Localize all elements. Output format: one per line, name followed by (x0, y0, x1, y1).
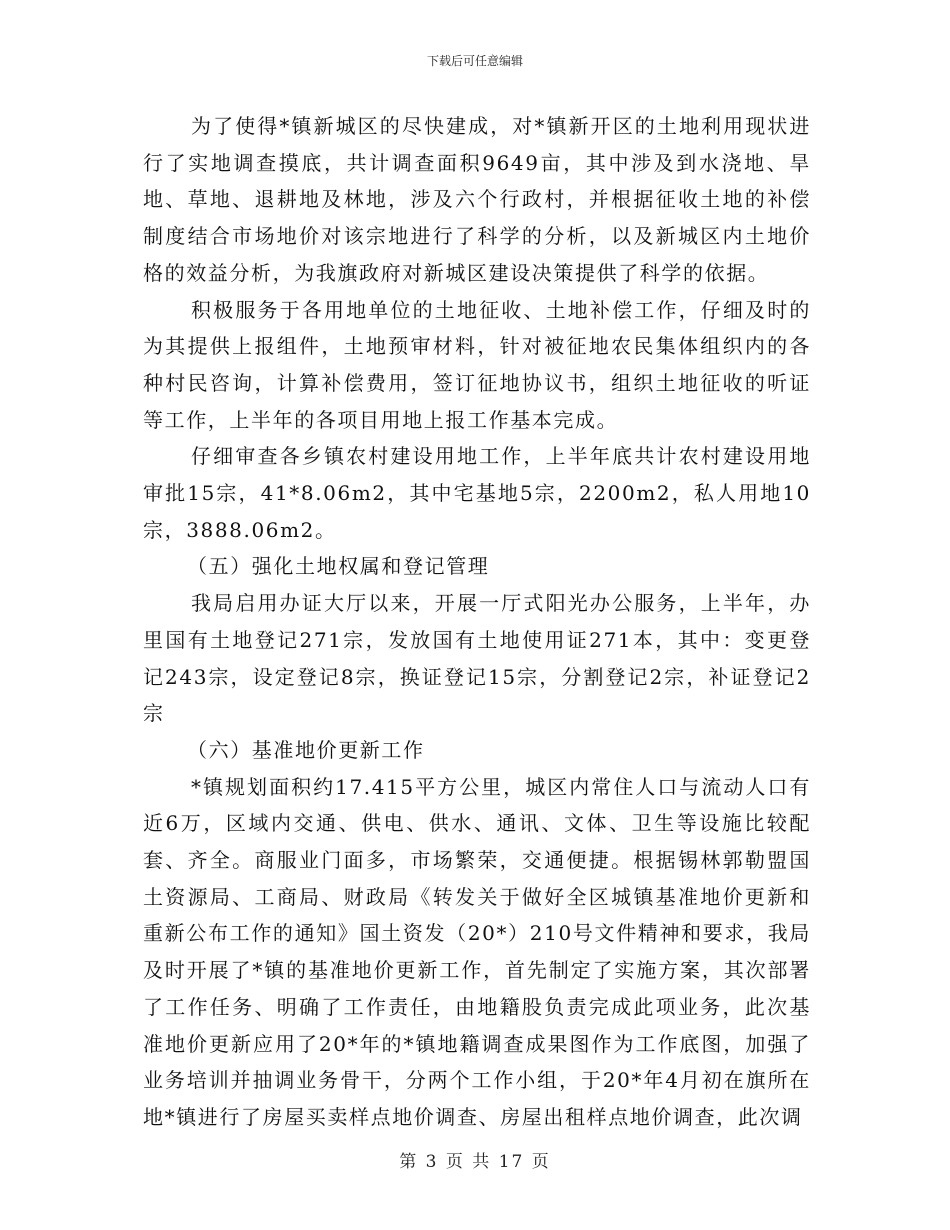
paragraph-land-service: 积极服务于各用地单位的土地征收、土地补偿工作，仔细及时的为其提供上报组件，土地预审材料，针对被征地农民集体组织内的各种村民咨询，计算补偿费用，签订征地协议书，组织土地征收的听证等工作，上半年的各项目用地上报工作基本完成。 (143, 297, 811, 432)
page-number-footer: 第 3 页 共 17 页 (399, 1152, 551, 1172)
section-heading-six: （六）基准地价更新工作 (187, 737, 425, 762)
page-header: 下载后可任意编辑 (426, 54, 523, 68)
paragraph-rural-approval: 仔细审查各乡镇农村建设用地工作，上半年底共计农村建设用地审批15宗，41*8.06m2，其中宅基地5宗，2200m2，私人用地10宗，3888.06m2。 (143, 444, 811, 542)
paragraph-survey: 为了使得*镇新城区的尽快建成，对*镇新开区的土地利用现状进行了实地调查摸底，共计调查面积9649亩，其中涉及到水浇地、旱地、草地、退耕地及林地，涉及六个行政村，并根据征收土地的补偿制度结合市场地价对该宗地进行了科学的分析，以及新城区内土地价格的效益分析，为我旗政府对新城区建设决策提供了科学的依据。 (143, 114, 811, 285)
paragraph-benchmark-price: *镇规划面积约17.415平方公里，城区内常住人口与流动人口有近6万，区域内交通、供电、供水、通讯、文体、卫生等设施比较配套、齐全。商服业门面多，市场繁荣，交通便捷。根据锡林郭勒盟国土资源局、工商局、财政局《转发关于做好全区城镇基准地价更新和重新公布工作的通知》国土资发（20*）210号文件精神和要求，我局及时开展了*镇的基准地价更新工作，首先制定了实施方案，其次部署了工作任务、明确了工作责任，由地籍股负责完成此项业务，此次基准地价更新应用了20*年的*镇地籍调查成果图作为工作底图，加强了业务培训并抽调业务骨干，分两个工作小组，于20*年4月初在旗所在地*镇进行了房屋买卖样点地价调查、房屋出租样点地价调查，此次调 (143, 774, 811, 1129)
document-body (143, 108, 811, 1136)
section-heading-five: （五）强化土地权属和登记管理 (187, 554, 490, 579)
paragraph-registration: 我局启用办证大厅以来，开展一厅式阳光办公服务，上半年，办里国有土地登记271宗，发放国有土地使用证271本，其中：变更登记243宗，设定登记8宗，换证登记15宗，分割登记2宗，补证登记2宗 (143, 591, 811, 726)
